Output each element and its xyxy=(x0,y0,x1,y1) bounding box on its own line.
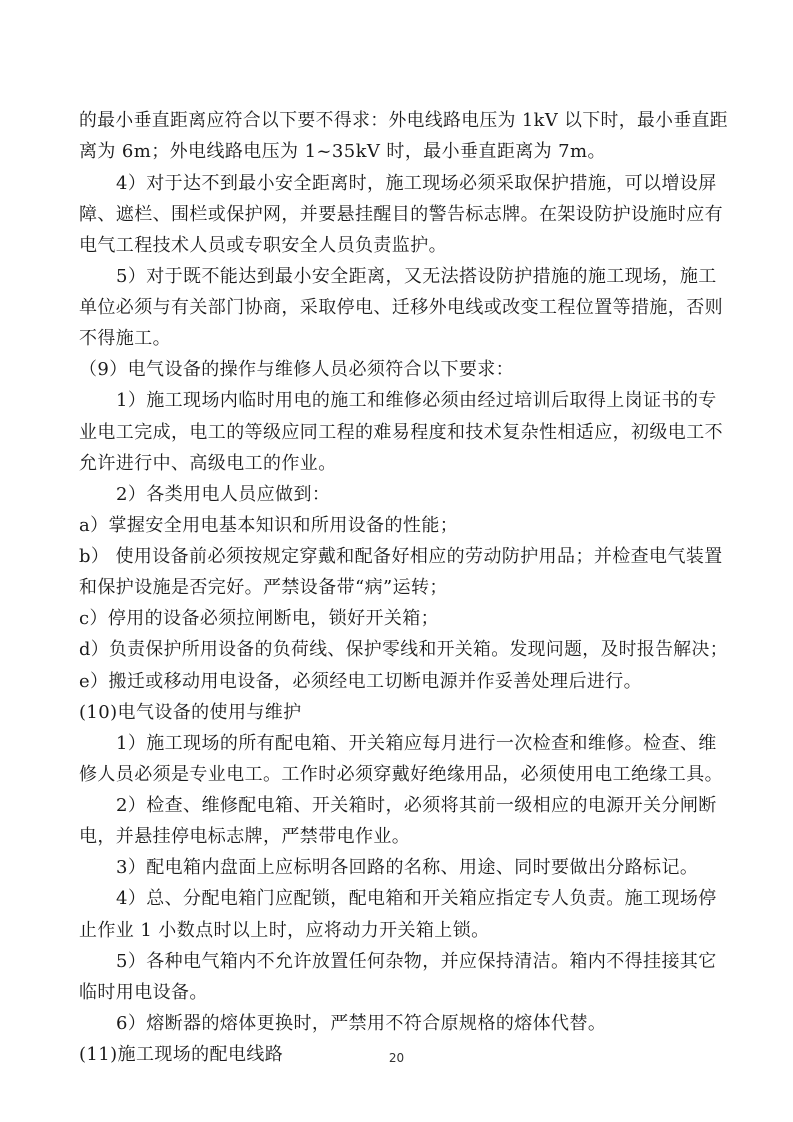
text-line: 修人员必须是专业电工。工作时必须穿戴好绝缘用品，必须使用电工绝缘工具。 xyxy=(79,764,723,785)
text-line: 单位必须与有关部门协商，采取停电、迁移外电线或改变工程位置等措施，否则 xyxy=(79,297,723,318)
text-line: 止作业 1 小数点时以上时，应将动力开关箱上锁。 xyxy=(79,920,490,941)
text-line: 5）对于既不能达到最小安全距离，又无法搭设防护措施的施工现场，施工 xyxy=(116,266,717,287)
list-item: a）掌握安全用电基本知识和所用设备的性能； xyxy=(79,515,459,536)
text-line: 业电工完成，电工的等级应同工程的难易程度和技术复杂性相适应，初级电工不 xyxy=(79,422,723,443)
text-line: 6）熔断器的熔体更换时，严禁用不符合原规格的熔体代替。 xyxy=(116,1013,607,1034)
list-item: c）停用的设备必须拉闸断电，锁好开关箱； xyxy=(79,608,440,629)
text-line: 临时用电设备。 xyxy=(79,982,208,1003)
text-line: 5）各种电气箱内不允许放置任何杂物，并应保持清洁。箱内不得挂接其它 xyxy=(116,951,717,972)
text-line: 和保护设施是否完好。严禁设备带“病”运转； xyxy=(79,577,448,598)
text-line: 障、遮栏、围栏或保护网，并要悬挂醒目的警告标志牌。在架设防护设施时应有 xyxy=(79,204,723,225)
page-number: 20 xyxy=(388,1051,405,1065)
text-line: 4）对于达不到最小安全距离时，施工现场必须采取保护措施，可以增设屏 xyxy=(116,173,717,194)
text-line: 离为 6m；外电线路电压为 1~35kV 时，最小垂直距离为 7m。 xyxy=(79,141,606,162)
list-item: e）搬迁或移动用电设备，必须经电工切断电源并作妥善处理后进行。 xyxy=(79,671,643,692)
section-heading: (11)施工现场的配电线路 xyxy=(79,1044,284,1065)
section-heading: (10)电气设备的使用与维护 xyxy=(79,702,302,723)
list-item: b） 使用设备前必须按规定穿戴和配备好相应的劳动防护用品；并检查电气装置 xyxy=(79,546,723,567)
text-line: 的最小垂直距离应符合以下要不得求：外电线路电压为 1kV 以下时，最小垂直距 xyxy=(79,110,728,131)
text-line: 4）总、分配电箱门应配锁，配电箱和开关箱应指定专人负责。施工现场停 xyxy=(116,888,717,909)
text-line: 3）配电箱内盘面上应标明各回路的名称、用途、同时要做出分路标记。 xyxy=(116,857,699,878)
list-item: d）负责保护所用设备的负荷线、保护零线和开关箱。发现问题，及时报告解决； xyxy=(79,639,728,660)
text-line: 允许进行中、高级电工的作业。 xyxy=(79,453,337,474)
text-line: 2）各类用电人员应做到： xyxy=(116,484,331,505)
text-line: 电气工程技术人员或专职安全人员负责监护。 xyxy=(79,235,447,256)
text-line: 1）施工现场的所有配电箱、开关箱应每月进行一次检查和维修。检查、维 xyxy=(116,733,717,754)
text-line: 不得施工。 xyxy=(79,328,171,349)
text-line: 电，并悬挂停电标志牌，严禁带电作业。 xyxy=(79,826,411,847)
text-line: 2）检查、维修配电箱、开关箱时，必须将其前一级相应的电源开关分闸断 xyxy=(116,795,717,816)
section-heading: （9）电气设备的操作与维修人员必须符合以下要求： xyxy=(79,359,515,380)
text-line: 1）施工现场内临时用电的施工和维修必须由经过培训后取得上岗证书的专 xyxy=(116,390,717,411)
